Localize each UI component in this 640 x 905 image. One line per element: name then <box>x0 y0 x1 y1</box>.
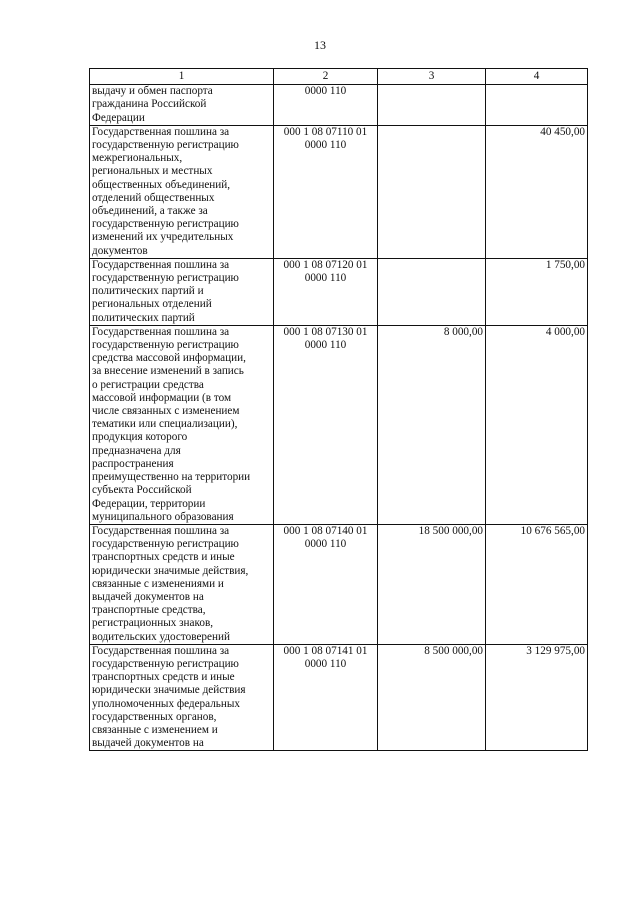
revenue-name-line: регистрационных знаков, <box>92 617 214 630</box>
revenue-name-line: политических партий и <box>92 285 204 298</box>
amount-col3-cell: 8 500 000,00 <box>378 644 486 751</box>
revenue-name-line: муниципального образования <box>92 510 234 523</box>
revenue-name-line: юридически значимые действия, <box>92 564 249 577</box>
revenue-name-line: массовой информации (в том <box>92 391 232 404</box>
revenue-name-line: государственную регистрацию <box>92 538 239 551</box>
revenue-name-line: документов <box>92 244 148 257</box>
column-header: 4 <box>486 69 588 85</box>
revenue-name-line: Государственная пошлина за <box>92 644 230 657</box>
table-header <box>90 69 588 85</box>
revenue-name-cell <box>90 644 274 751</box>
budget-code-cell <box>274 125 378 258</box>
revenue-name-line: государственную регистрацию <box>92 339 239 352</box>
amount-col3-cell: 18 500 000,00 <box>378 524 486 644</box>
revenue-name-line: транспортных средств и иные <box>92 551 235 564</box>
revenue-name-line: гражданина Российской <box>92 98 207 111</box>
table-row <box>90 258 588 325</box>
budget-code-line: 0000 110 <box>304 538 347 551</box>
revenue-name-line: отделений общественных <box>92 191 215 204</box>
revenue-name-cell <box>90 85 274 126</box>
table-row <box>90 325 588 524</box>
revenue-name-line: политических партий <box>92 311 195 324</box>
page-number: 13 <box>314 38 326 52</box>
table-row <box>90 85 588 126</box>
revenue-name-line: уполномоченных федеральных <box>92 697 240 710</box>
budget-code-cell <box>274 644 378 751</box>
budget-code-line: 000 1 08 07110 01 <box>283 125 368 138</box>
table-body <box>90 85 588 751</box>
budget-code-line: 0000 110 <box>304 339 347 352</box>
revenue-name-line: государственную регистрацию <box>92 218 239 231</box>
revenue-name-line: юридически значимые действия <box>92 684 246 697</box>
revenue-name-line: тематики или специализации), <box>92 418 238 431</box>
revenue-name-line: государственную регистрацию <box>92 657 239 670</box>
budget-code-line: 0000 110 <box>304 657 347 670</box>
revenue-name-line: региональных отделений <box>92 298 212 311</box>
column-header: 2 <box>274 69 378 85</box>
header-row <box>90 69 588 85</box>
revenue-name-line: водительских удостоверений <box>92 630 230 643</box>
revenue-name-line: государственных органов, <box>92 710 217 723</box>
revenue-name-cell <box>90 325 274 524</box>
budget-code-line: 000 1 08 07130 01 <box>283 325 368 338</box>
budget-code-line: 0000 110 <box>304 85 347 98</box>
amount-col3-cell: 8 000,00 <box>378 325 486 524</box>
amount-col4-cell: 10 676 565,00 <box>486 524 588 644</box>
column-header: 3 <box>378 69 486 85</box>
amount-col4-cell: 3 129 975,00 <box>486 644 588 751</box>
revenue-name-line: связанные с изменениями и <box>92 577 224 590</box>
revenue-name-line: преимущественно на территории <box>92 471 251 484</box>
revenue-name-line: связанные с изменением и <box>92 723 218 736</box>
revenue-name-line: межрегиональных, <box>92 152 183 165</box>
revenue-name-line: Государственная пошлина за <box>92 258 230 271</box>
amount-col3-cell <box>378 125 486 258</box>
revenue-table <box>89 68 588 751</box>
revenue-name-line: транспортных средств и иные <box>92 671 235 684</box>
amount-col3-cell <box>378 85 486 126</box>
budget-code-cell <box>274 258 378 325</box>
revenue-name-line: за внесение изменений в запись <box>92 365 244 378</box>
revenue-name-line: субъекта Российской <box>92 484 192 497</box>
budget-code-line: 000 1 08 07140 01 <box>283 524 368 537</box>
budget-code-cell <box>274 325 378 524</box>
revenue-name-line: выдачей документов на <box>92 737 204 750</box>
revenue-name-line: государственную регистрацию <box>92 139 239 152</box>
revenue-name-cell <box>90 125 274 258</box>
table-row <box>90 125 588 258</box>
amount-col4-cell: 1 750,00 <box>486 258 588 325</box>
amount-col4-cell <box>486 85 588 126</box>
revenue-name-line: изменений их учредительных <box>92 231 234 244</box>
revenue-name-line: выдачу и обмен паспорта <box>92 85 213 98</box>
amount-col4-cell: 4 000,00 <box>486 325 588 524</box>
revenue-name-line: продукция которого <box>92 431 188 444</box>
budget-code-line: 000 1 08 07120 01 <box>283 258 368 271</box>
revenue-name-cell <box>90 524 274 644</box>
revenue-name-line: Государственная пошлина за <box>92 125 230 138</box>
budget-code-line: 0000 110 <box>304 272 347 285</box>
amount-col4-cell: 40 450,00 <box>486 125 588 258</box>
revenue-name-line: числе связанных с изменением <box>92 405 240 418</box>
table-row <box>90 524 588 644</box>
revenue-name-line: Государственная пошлина за <box>92 524 230 537</box>
revenue-name-line: средства массовой информации, <box>92 352 246 365</box>
revenue-name-line: государственную регистрацию <box>92 272 239 285</box>
budget-code-line: 0000 110 <box>304 139 347 152</box>
amount-col3-cell <box>378 258 486 325</box>
revenue-name-line: выдачей документов на <box>92 590 204 603</box>
revenue-name-line: Федерации <box>92 111 145 124</box>
budget-code-cell <box>274 524 378 644</box>
budget-code-cell <box>274 85 378 126</box>
revenue-name-line: о регистрации средства <box>92 378 204 391</box>
revenue-name-cell <box>90 258 274 325</box>
revenue-name-line: распространения <box>92 457 174 470</box>
revenue-name-line: Федерации, территории <box>92 497 206 510</box>
revenue-name-line: предназначена для <box>92 444 181 457</box>
revenue-name-line: региональных и местных <box>92 165 213 178</box>
table-row <box>90 644 588 751</box>
revenue-name-line: Государственная пошлина за <box>92 325 230 338</box>
revenue-name-line: общественных объединений, <box>92 178 231 191</box>
budget-code-line: 000 1 08 07141 01 <box>283 644 368 657</box>
revenue-name-line: объединений, а также за <box>92 205 208 218</box>
revenue-name-line: транспортные средства, <box>92 604 206 617</box>
column-header: 1 <box>90 69 274 85</box>
